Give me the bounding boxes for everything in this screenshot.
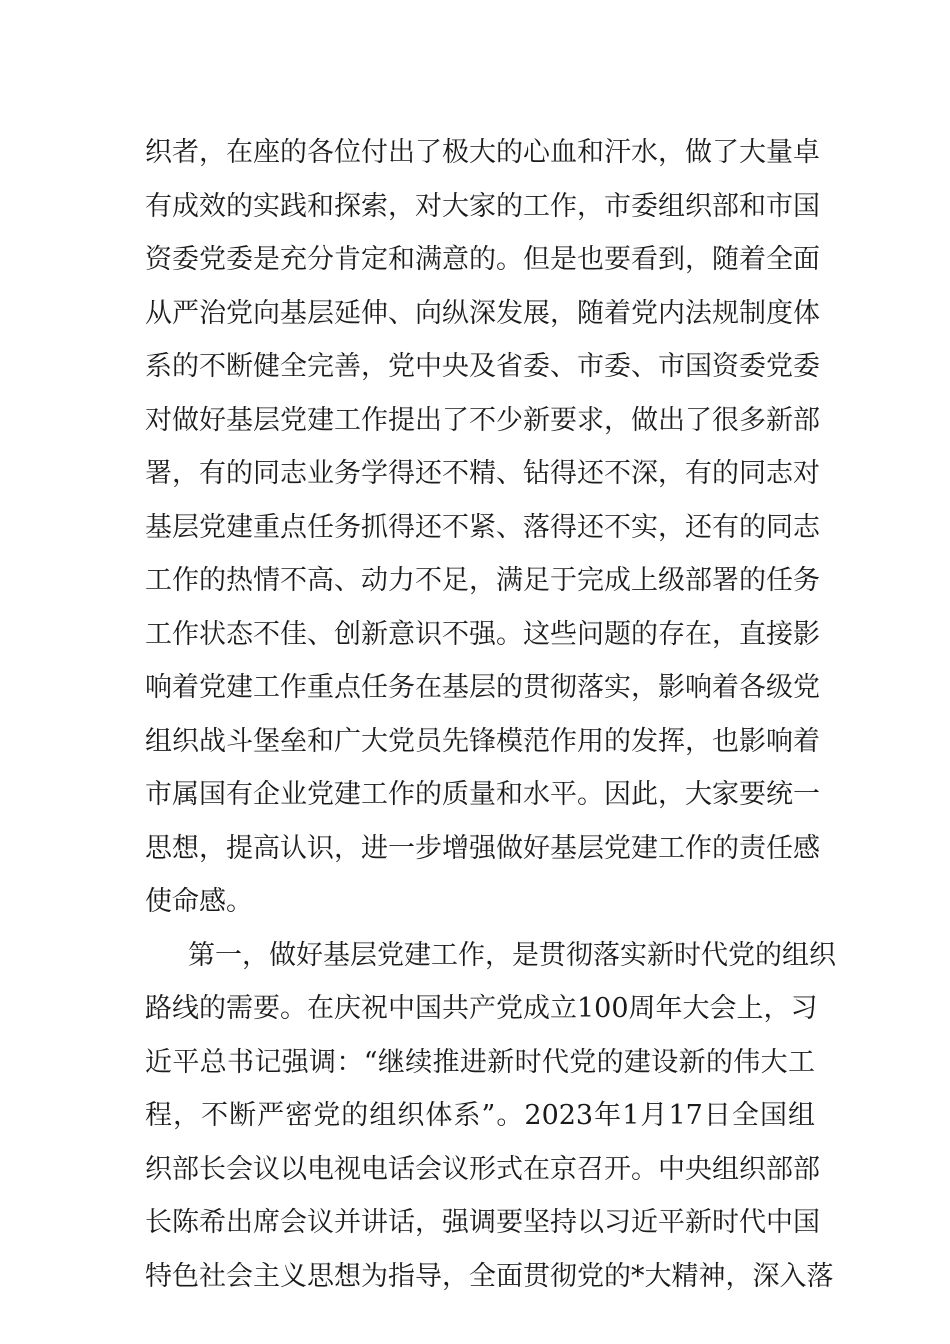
text-line: 思想，提高认识，进一步增强做好基层党建工作的责任感 — [145, 833, 820, 864]
text-line: 资委党委是充分肯定和满意的。但是也要看到，随着全面 — [145, 244, 820, 275]
text-line: 响着党建工作重点任务在基层的贯彻落实，影响着各级党 — [145, 672, 820, 703]
text-line: 程，不断严密党的组织体系”。2023年1月17日全国组 — [145, 1100, 815, 1131]
text-line: 组织战斗堡垒和广大党员先锋模范作用的发挥，也影响着 — [145, 726, 820, 757]
text-line: 织者，在座的各位付出了极大的心血和汗水，做了大量卓 — [145, 137, 820, 168]
text-line: 使命感。 — [145, 886, 253, 917]
text-line: 对做好基层党建工作提出了不少新要求，做出了很多新部 — [145, 405, 820, 436]
text-line: 署，有的同志业务学得还不精、钻得还不深，有的同志对 — [145, 458, 820, 489]
text-line: 织部长会议以电视电话会议形式在京召开。中央组织部部 — [145, 1154, 820, 1185]
text-line: 长陈希出席会议并讲话，强调要坚持以习近平新时代中国 — [145, 1207, 820, 1238]
text-line: 基层党建重点任务抓得还不紧、落得还不实，还有的同志 — [145, 512, 820, 543]
text-line: 从严治党向基层延伸、向纵深发展，随着党内法规制度体 — [145, 298, 820, 329]
text-line: 近平总书记强调：“继续推进新时代党的建设新的伟大工 — [145, 1047, 815, 1078]
text-line: 特色社会主义思想为指导，全面贯彻党的*大精神，深入落 — [145, 1261, 834, 1292]
text-line: 有成效的实践和探索，对大家的工作，市委组织部和市国 — [145, 191, 820, 222]
text-line: 工作的热情不高、动力不足，满足于完成上级部署的任务 — [145, 565, 820, 596]
text-line: 路线的需要。在庆祝中国共产党成立100周年大会上，习 — [145, 993, 818, 1024]
text-line: 系的不断健全完善，党中央及省委、市委、市国资委党委 — [145, 351, 820, 382]
text-line: 工作状态不佳、创新意识不强。这些问题的存在，直接影 — [145, 619, 820, 650]
paragraph-first-line: 第一，做好基层党建工作，是贯彻落实新时代党的组织 — [188, 940, 836, 971]
text-line: 市属国有企业党建工作的质量和水平。因此，大家要统一 — [145, 779, 820, 810]
